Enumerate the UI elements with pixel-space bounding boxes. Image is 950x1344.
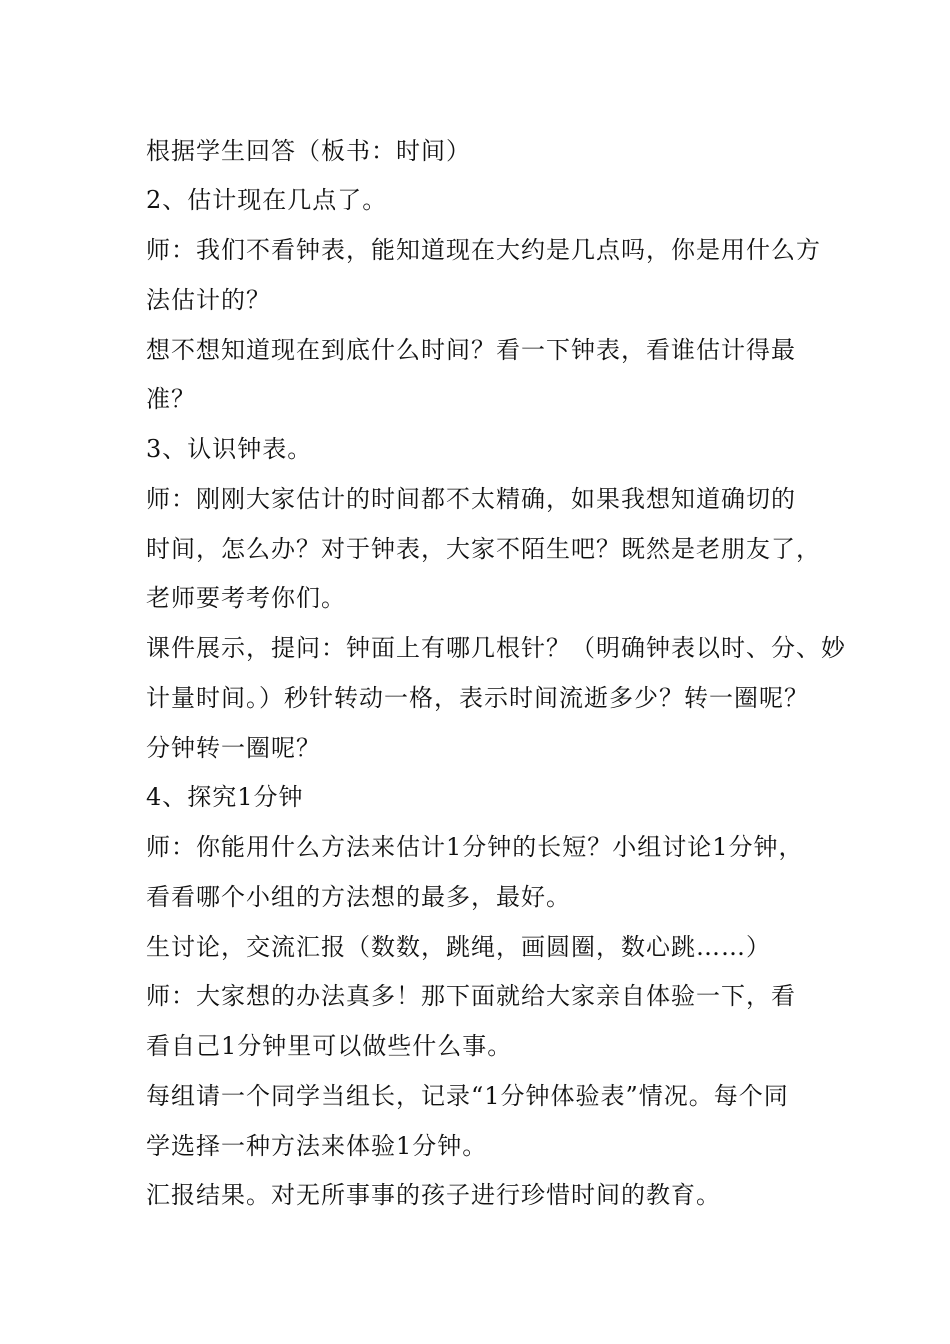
text-line: 计量时间。）秒针转动一格，表示时间流逝多少？转一圈呢？ [146,684,809,712]
text-line: 根据学生回答（板书：时间） [146,137,471,165]
text-line: 看看哪个小组的方法想的最多，最好。 [146,883,571,911]
text-line: 看自己1分钟里可以做些什么事。 [146,1032,513,1060]
text-line: 每组请一个同学当组长，记录“1分钟体验表”情况。每个同 [146,1082,789,1110]
text-line: 3、认识钟表。 [146,435,313,463]
text-line: 师：你能用什么方法来估计1分钟的长短？小组讨论1分钟， [146,833,804,861]
text-line: 师：我们不看钟表，能知道现在大约是几点吗，你是用什么方 [146,236,821,264]
text-line: 想不想知道现在到底什么时间？看一下钟表，看谁估计得最 [146,336,796,364]
text-line: 师：刚刚大家估计的时间都不太精确，如果我想知道确切的 [146,485,796,513]
text-line: 时间，怎么办？对于钟表，大家不陌生吧？既然是老朋友了， [146,535,821,563]
text-line: 学选择一种方法来体验1分钟。 [146,1132,488,1160]
text-line: 2、估计现在几点了。 [146,186,388,214]
text-line: 汇报结果。对无所事事的孩子进行珍惜时间的教育。 [146,1181,721,1209]
text-line: 课件展示，提问：钟面上有哪几根针？（明确钟表以时、分、妙 [146,634,846,662]
text-line: 4、探究1分钟 [146,783,304,811]
text-line: 师：大家想的办法真多！那下面就给大家亲自体验一下，看 [146,982,796,1010]
text-line: 生讨论，交流汇报（数数，跳绳，画圆圈，数心跳……） [146,933,771,961]
text-line: 法估计的？ [146,286,271,314]
text-line: 分钟转一圈呢？ [146,734,321,762]
text-line: 准？ [146,385,196,413]
text-line: 老师要考考你们。 [146,584,346,612]
